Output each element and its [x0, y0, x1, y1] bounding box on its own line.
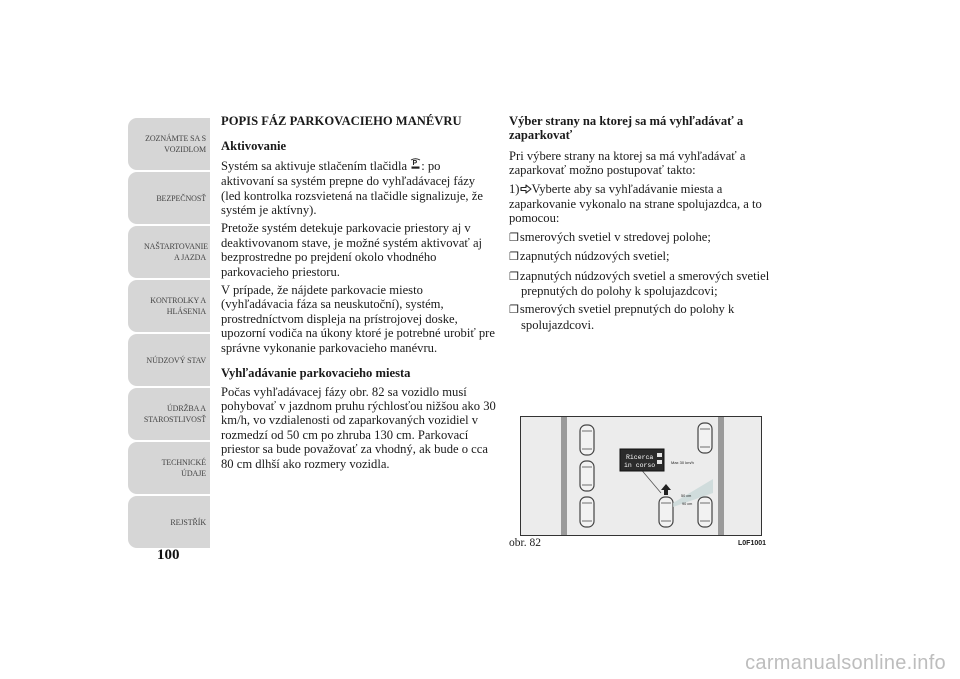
checkbox-square-icon: ❐: [509, 231, 519, 244]
watermark: carmanualsonline.info: [745, 652, 946, 674]
tab-udrzba-a-starostlivost[interactable]: ÚDRŽBA A STAROSTLIVOSŤ: [128, 388, 210, 440]
arrow-right-icon: [520, 184, 532, 196]
tab-bezpecnost[interactable]: BEZPEČNOSŤ: [128, 172, 210, 224]
distance-label-1: 50 cm: [681, 494, 692, 498]
options-list: [509, 230, 779, 332]
tab-nudzovy-stav[interactable]: NÚDZOVÝ STAV: [128, 334, 210, 386]
svg-text:P: P: [412, 159, 418, 167]
tab-zoznamte-sa-s-vozidlom[interactable]: ZOZNÁMTE SA S VOZIDLOM: [128, 118, 210, 170]
checkbox-square-icon: ❐: [509, 251, 519, 264]
step-1: 1) Vyberte aby sa vyhľadávanie miesta a zaparkovanie vykonalo na strane spolujazdca, a to pomocou:: [509, 181, 762, 226]
paragraph-activation: Systém sa aktivuje stlačením tlačidla P : po aktivovaní sa systém prepne do vyhľadávacej fázy (led kontrolka rozsvietená na tlačidle signalizuje, že systém je aktívny).: [221, 158, 483, 218]
parking-button-icon: [410, 161, 421, 172]
display-line-1: Ricerca: [626, 454, 654, 461]
right-column: [509, 114, 779, 336]
list-item: ❐zapnutých núdzových svetiel;: [509, 249, 670, 264]
checkbox-square-icon: ❐: [509, 270, 519, 283]
list-item: ❐smerových svetiel v stredovej polohe;: [509, 229, 711, 244]
paragraph-detection: Pretože systém detekuje parkovacie priestory aj v deaktivovanom stave, je možné systém aktivovať aj bezprostredne po prejdení okolo vhodného parkovacieho priestoru.: [221, 221, 483, 279]
heading-side-selection: Výber strany na ktorej sa má vyhľadávať a zaparkovať: [509, 114, 744, 143]
page-number: 100: [157, 547, 180, 563]
section-title: POPIS FÁZ PARKOVACIEHO MANÉVRU: [221, 114, 462, 128]
paragraph-side-intro: Pri výbere strany na ktorej sa má vyhľadávať a zaparkovať možno postupovať takto:: [509, 148, 746, 178]
speed-label: Max 30 km/h: [671, 460, 694, 465]
parking-diagram-svg: [521, 417, 761, 535]
list-item: ❐zapnutých núdzových svetiel a smerových svetiel prepnutých do polohy k spolujazdcovi;: [509, 268, 770, 299]
parking-diagram: [520, 416, 762, 536]
left-column: [221, 114, 496, 475]
figure-code: L0F1001: [738, 540, 767, 547]
tab-kontrolky-a-hlasenia[interactable]: KONTROLKY A HLÁSENIA: [128, 280, 210, 332]
paragraph-found-space: V prípade, že nájdete parkovacie miesto (vyhľadávacia fáza sa neuskutoční), systém, prostredníctvom displeja na prístrojovej doske, upozorní vodiča na úkony ktoré je potrebné urobiť pre správne vykonanie parkovacieho manévru.: [221, 283, 495, 355]
distance-label-2: 90 cm: [682, 502, 693, 506]
paragraph-search-phase: Počas vyhľadávacej fázy obr. 82 sa vozidlo musí pohybovať v jazdnom pruhu rýchlosťou nižšou ako 30 km/h, vo vzdialenosti od zaparkovaných vozidiel v rozmedzí od 50 cm po zhruba 130 cm. Parkovací priestor sa bude považovať za vhodný, ak bude o cca 80 cm dlhší ako rozmery vozidla.: [221, 384, 496, 471]
tab-rejstrik[interactable]: REJSTŘÍK: [128, 496, 210, 548]
tab-nastartovanie-a-jazda[interactable]: NAŠTARTOVANIE A JAZDA: [128, 226, 210, 278]
heading-vyhladavanie: Vyhľadávanie parkovacieho miesta: [221, 366, 411, 381]
figure-caption: obr. 82: [509, 537, 541, 549]
display-line-2: in corso: [624, 462, 656, 469]
heading-aktivovanie: Aktivovanie: [221, 139, 287, 154]
tab-technicke-udaje[interactable]: TECHNICKÉ ÚDAJE: [128, 442, 210, 494]
list-item: ❐smerových svetiel prepnutých do polohy k spolujazdcovi.: [509, 302, 735, 332]
checkbox-square-icon: ❐: [509, 304, 519, 317]
